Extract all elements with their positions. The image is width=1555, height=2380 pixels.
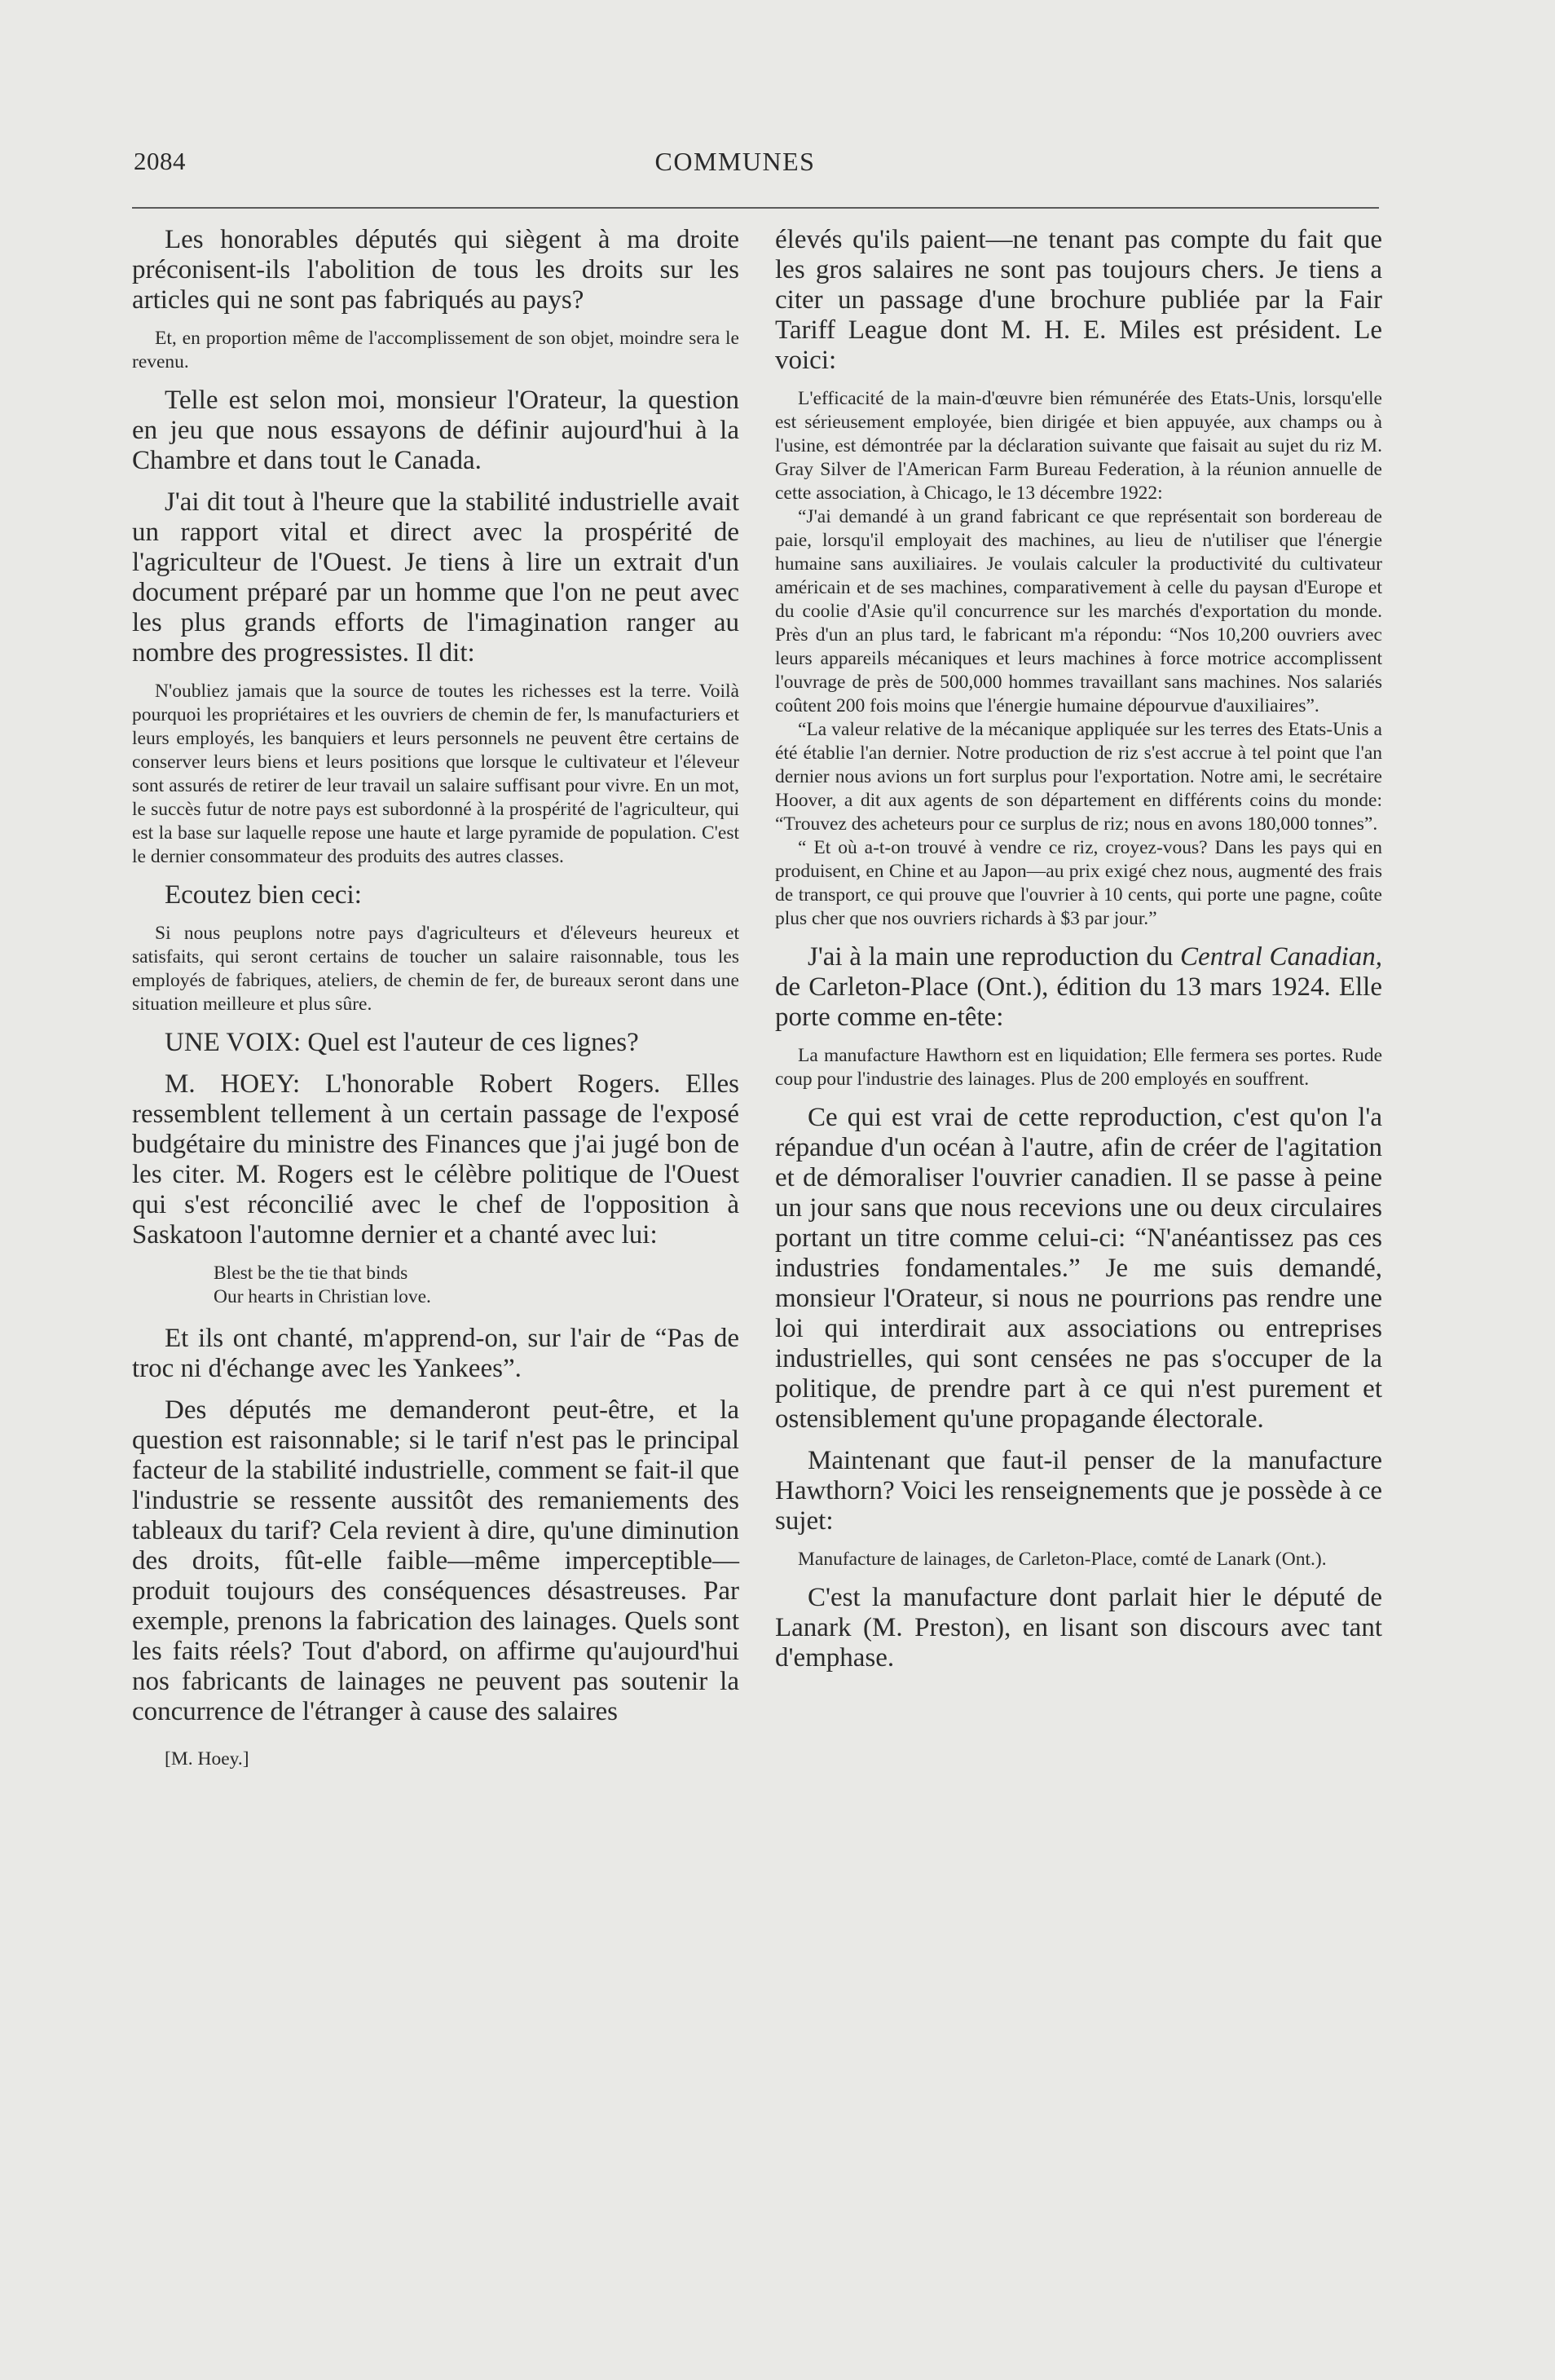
paragraph (775, 942, 1382, 1033)
paragraph: Et ils ont chanté, m'apprend-on, sur l'air de “Pas de troc ni d'échange avec les Yankees”. (132, 1324, 739, 1383)
paragraph: élevés qu'ils paient—ne tenant pas compte du fait que les gros salaires ne sont pas toujours chers. Je tiens a citer un passage d'une brochure publiée par la Fair Tariff League dont M. H. E. Miles est président. Le voici: (775, 225, 1382, 375)
paragraph: Maintenant que faut-il penser de la manufacture Hawthorn? Voici les renseignements que je possède à ce sujet: (775, 1446, 1382, 1536)
paragraph: Les honorables députés qui siègent à ma droite préconisent-ils l'abolition de tous les droits sur les articles qui ne sont pas fabriqués au pays? (132, 225, 739, 315)
paragraph: Ce qui est vrai de cette reproduction, c'est qu'on l'a répandue d'un océan à l'autre, afin de créer de l'agitation et de démoraliser l'ouvrier canadien. Il se passe à peine un jour sans que nous recevions une ou deux circulaires portant un titre comme celui-ci: “N'anéantissez pas ces industries fondamentales.” Je me suis demandé, monsieur l'Orateur, si nous ne pourrions pas rendre une loi qui interdirait aux associations ou entreprises industrielles, qui sont censées ne pas s'occuper de la politique, de prendre part à ce qui n'est purement et ostensiblement qu'une propagande électorale. (775, 1103, 1382, 1434)
paragraph: Des députés me demanderont peut-être, et la question est raisonnable; si le tarif n'est pas le principal facteur de la stabilité industrielle, comment se fait-il que l'industrie se ressente aussitôt des remaniements des tableaux du tarif? Cela revient à dire, qu'une diminution des droits, fût-elle faible—même imperceptible—produit toujours des conséquences désastreuses. Par exemple, prenons la fabrication des lainages. Quels sont les faits réels? Tout d'abord, on affirme qu'aujourd'hui nos fabricants de lainages ne peuvent pas soutenir la concurrence de l'étranger à cause des salaires (132, 1395, 739, 1726)
paragraph: Telle est selon moi, monsieur l'Orateur, la question en jeu que nous essayons de définir aujourd'hui à la Chambre et dans tout le Canada. (132, 386, 739, 475)
quotation: Manufacture de lainages, de Carleton-Place, comté de Lanark (Ont.). (798, 1549, 1327, 1570)
newspaper-title: Central Canadian, (1180, 942, 1382, 972)
quotation: Et, en proportion même de l'accomplissement de son objet, moindre sera le revenu. (132, 328, 739, 372)
text-run: de Carleton-Place (Ont.), édition du 13 mars 1924. Elle porte comme en-tête: (775, 972, 1382, 1032)
paragraph: M. HOEY: L'honorable Robert Rogers. Elles ressemblent tellement à un certain passage de l'exposé budgétaire du ministre des Finances que j'ai jugé bon de les citer. M. Rogers est le célèbre politique de l'Ouest qui s'est réconcilié avec le chef de l'opposition à Saskatoon l'automne dernier et a chanté avec lui: (132, 1069, 739, 1250)
running-head: COMMUNES (654, 147, 816, 176)
quotation-paragraph: “ Et où a-t-on trouvé à vendre ce riz, croyez-vous? Dans les pays qui en produisent, en Chine et au Japon—au prix exigé chez nous, augmenté des frais de transport, ce qui prouve que l'ouvrier à 10 cents, qui porte une pagne, coûte plus cher que nos ouvriers richards à $3 par jour.” (775, 837, 1382, 929)
quotation: Si nous peuplons notre pays d'agriculteurs et d'éleveurs heureux et satisfaits, qui seront certains de toucher un salaire raisonnable, tous les employés de fabriques, ateliers, de chemin de fer, de bureaux seront dans une situation meilleure et plus sûre. (132, 923, 739, 1015)
quotation: La manufacture Hawthorn est en liquidation; Elle fermera ses portes. Rude coup pour l'industrie des lainages. Plus de 200 employés en souffrent. (775, 1045, 1382, 1090)
left-column (132, 225, 739, 1770)
right-column (775, 225, 1382, 1685)
page-number: 2084 (134, 147, 186, 175)
paragraph: C'est la manufacture dont parlait hier le député de Lanark (M. Preston), en lisant son discours avec tant d'emphase. (775, 1583, 1382, 1673)
quotation-paragraph: “J'ai demandé à un grand fabricant ce que représentait son bordereau de paie, lorsqu'il employait des machines, au lieu de n'utiliser que l'énergie humaine sans auxiliaires. Je voulais calculer la productivité du cultivateur américain et de ses machines, comparativement à celle du paysan d'Europe et du coolie d'Asie qu'il concurrence sur les marchés d'exportation du monde. Près d'un an plus tard, le fabricant m'a répondu: “Nos 10,200 ouvriers avec leurs appareils mécaniques et leurs machines à force motrice accomplissent l'ouvrage de près de 500,000 hommes travaillant sans machines. Nos salariés coûtent 200 fois moins que l'énergie humaine dépourvue d'auxiliaires”. (775, 506, 1382, 716)
verse-line: Our hearts in Christian love. (214, 1286, 431, 1307)
quotation-paragraph: “La valeur relative de la mécanique appliquée sur les terres des Etats-Unis a été établie l'an dernier. Notre production de riz s'est accrue à tel point que l'an dernier nous avions un fort surplus pour l'exportation. Notre ami, le secrétaire Hoover, a dit aux agents de son département en différents coins du monde: “Trouvez des acheteurs pour ce surplus de riz; nous en avons 180,000 tonnes”. (775, 719, 1382, 835)
verse-quotation (132, 1262, 739, 1309)
paragraph: J'ai dit tout à l'heure que la stabilité industrielle avait un rapport vital et direct avec la prospérité de l'agriculteur de l'Ouest. Je tiens à lire un extrait d'un document préparé par un homme que l'on ne peut avec les plus grands efforts de l'imagination ranger au nombre des progressistes. Il dit: (132, 487, 739, 668)
quotation: N'oubliez jamais que la source de toutes les richesses est la terre. Voilà pourquoi les propriétaires et les ouvriers de chemin de fer, ls manufacturiers et leurs employés, les banquiers et leurs personnels ne peuvent être certains de conserver leurs biens et leurs positions que lorsque le cultivateur et l'éleveur sont assurés de retirer de leur travail un salaire suffisant pour vivre. En un mot, le succès futur de notre pays est subordonné à la prospérité de l'agriculteur, qui est la base sur laquelle repose une haute et large pyramide de population. C'est le dernier consommateur des produits des autres classes. (132, 681, 739, 867)
text-run: J'ai à la main une reproduction du (808, 942, 1181, 972)
verse-line: Blest be the tie that binds (214, 1263, 408, 1284)
interjection: UNE VOIX: Quel est l'auteur de ces lignes? (165, 1028, 639, 1057)
header-rule (132, 207, 1379, 209)
quotation-paragraph: L'efficacité de la main-d'œuvre bien rémunérée des Etats-Unis, lorsqu'elle est sérieusement employée, bien dirigée et bien appuyée, aux champs ou à l'usine, est démontrée par la déclaration suivante que faisait au sujet du riz M. Gray Silver de l'American Farm Bureau Federation, à la réunion annuelle de cette association, à Chicago, le 13 décembre 1922: (775, 388, 1382, 504)
speaker-credit: [M. Hoey.] (165, 1748, 249, 1770)
quotation (775, 387, 1382, 931)
paragraph: Ecoutez bien ceci: (165, 880, 362, 910)
